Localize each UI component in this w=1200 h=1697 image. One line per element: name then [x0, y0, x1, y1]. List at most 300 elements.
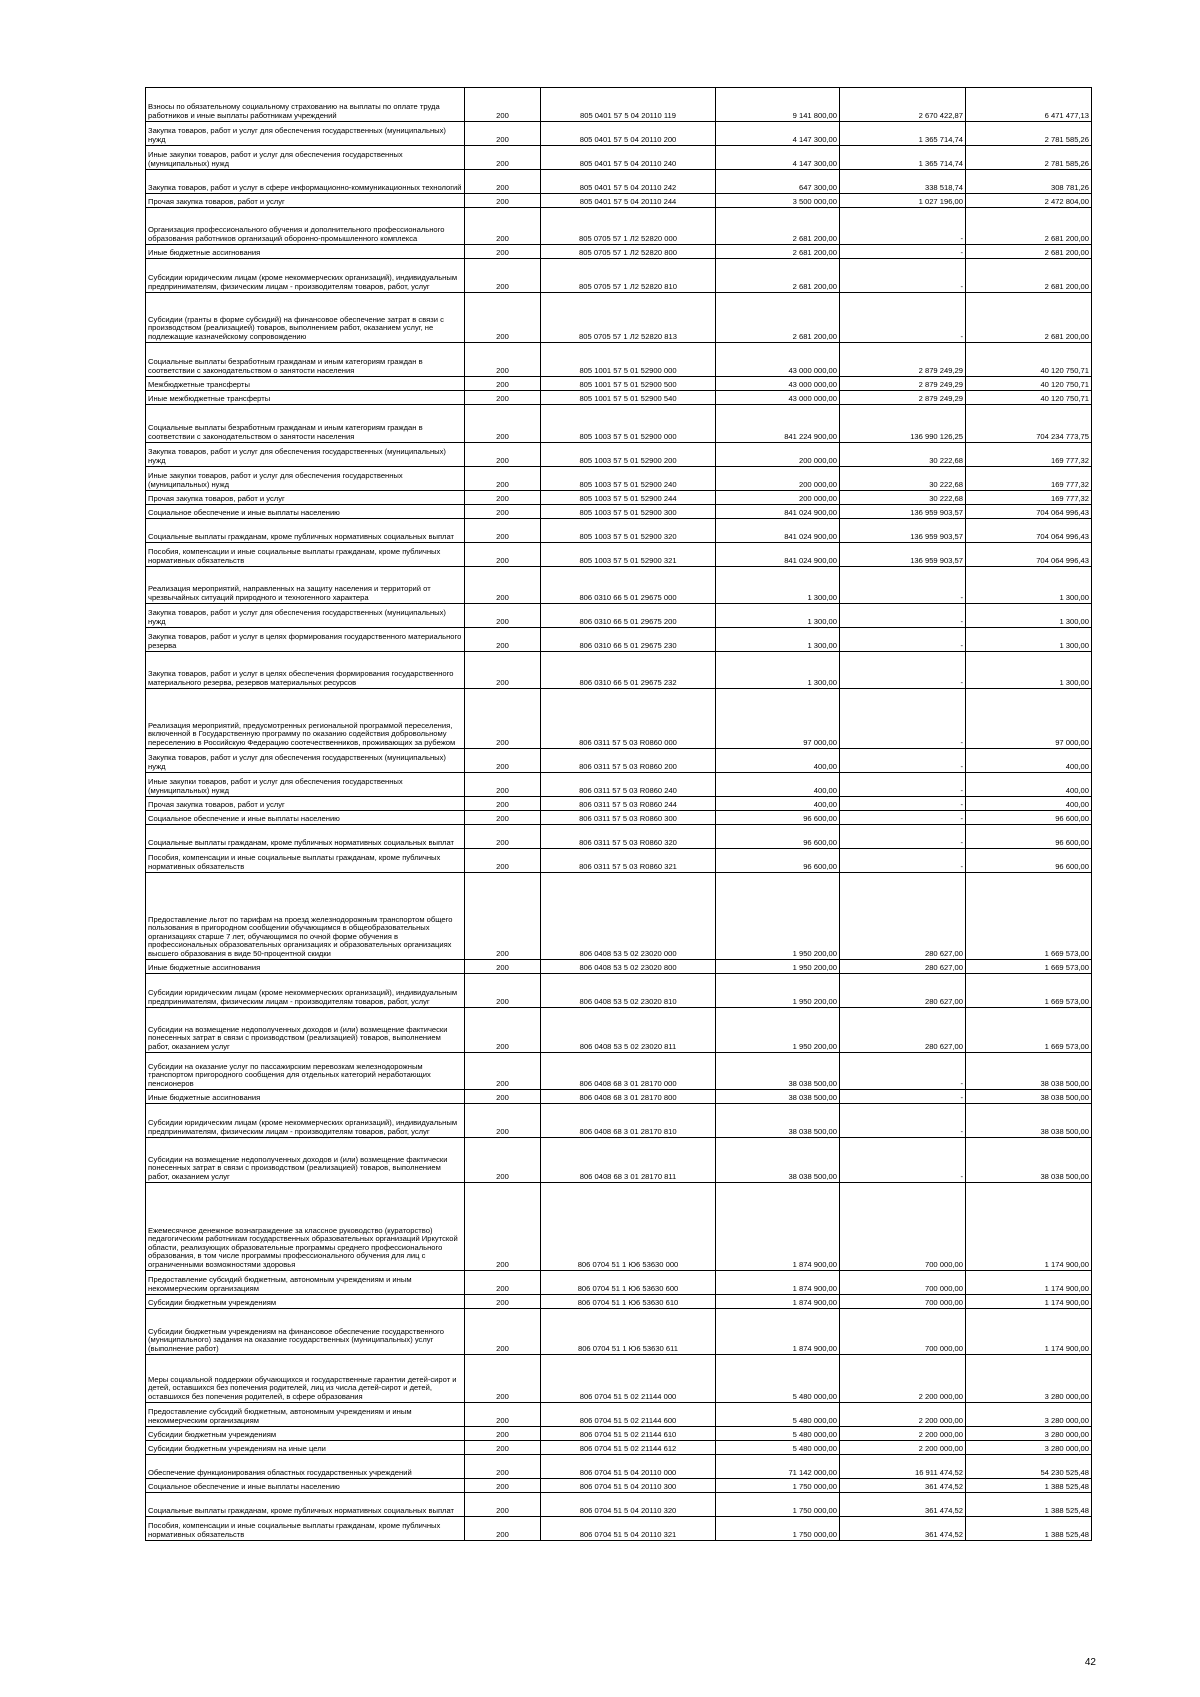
row-executed-amount: 361 474,52 [840, 1479, 966, 1493]
table-row [146, 259, 1092, 293]
row-approved-amount: 38 038 500,00 [716, 1090, 840, 1104]
table-row [146, 604, 1092, 628]
table-row [146, 146, 1092, 170]
row-approved-amount: 97 000,00 [716, 689, 840, 749]
row-approved-amount: 71 142 000,00 [716, 1455, 840, 1479]
row-name: Закупка товаров, работ и услуг для обеспечения государственных (муниципальных) нужд [146, 443, 465, 467]
row-approved-amount: 200 000,00 [716, 467, 840, 491]
row-budget-code: 805 0401 57 5 04 20110 242 [541, 170, 716, 194]
row-remaining-amount: 704 064 996,43 [966, 505, 1092, 519]
row-line-code: 200 [465, 1493, 541, 1517]
row-approved-amount: 43 000 000,00 [716, 391, 840, 405]
table-row [146, 1183, 1092, 1271]
row-approved-amount: 400,00 [716, 773, 840, 797]
row-executed-amount: - [840, 208, 966, 245]
row-budget-code: 806 0408 53 5 02 23020 810 [541, 974, 716, 1008]
row-executed-amount: 338 518,74 [840, 170, 966, 194]
row-budget-code: 806 0704 51 5 02 21144 600 [541, 1403, 716, 1427]
row-line-code: 200 [465, 773, 541, 797]
row-remaining-amount: 1 300,00 [966, 567, 1092, 604]
table-row [146, 405, 1092, 443]
row-name: Иные бюджетные ассигнования [146, 960, 465, 974]
row-budget-code: 805 0705 57 1 Л2 52820 810 [541, 259, 716, 293]
row-executed-amount: - [840, 773, 966, 797]
table-row [146, 467, 1092, 491]
row-approved-amount: 2 681 200,00 [716, 293, 840, 343]
row-name: Субсидии (гранты в форме субсидий) на финансовое обеспечение затрат в связи с производством (реализацией) товаров, выполнением работ, оказанием услуг, не подлежащие казначейскому сопровождению [146, 293, 465, 343]
row-approved-amount: 841 024 900,00 [716, 505, 840, 519]
row-remaining-amount: 1 669 573,00 [966, 974, 1092, 1008]
table-row [146, 1355, 1092, 1403]
row-budget-code: 806 0704 51 5 04 20110 320 [541, 1493, 716, 1517]
row-executed-amount: 1 365 714,74 [840, 146, 966, 170]
row-budget-code: 805 1003 57 5 01 52900 244 [541, 491, 716, 505]
row-budget-code: 805 0705 57 1 Л2 52820 800 [541, 245, 716, 259]
table-row [146, 1493, 1092, 1517]
row-remaining-amount: 704 064 996,43 [966, 543, 1092, 567]
row-name: Иные бюджетные ассигнования [146, 245, 465, 259]
row-line-code: 200 [465, 1455, 541, 1479]
row-approved-amount: 2 681 200,00 [716, 259, 840, 293]
row-line-code: 200 [465, 259, 541, 293]
table-row [146, 122, 1092, 146]
table-row [146, 1517, 1092, 1541]
row-budget-code: 805 1001 57 5 01 52900 500 [541, 377, 716, 391]
row-name: Предоставление льгот по тарифам на проезд железнодорожным транспортом общего пользования в пригородном сообщении обучающимся в общеобразовательных организациях старше 7 лет, обучающимся по очной форме обучения в профессиональных образовательных организациях и образовательных организациях высшего образования в виде 50-процентной скидки [146, 873, 465, 960]
row-line-code: 200 [465, 519, 541, 543]
table-row [146, 960, 1092, 974]
row-remaining-amount: 1 300,00 [966, 604, 1092, 628]
row-name: Субсидии юридическим лицам (кроме некоммерческих организаций), индивидуальным предпринимателям, физическим лицам - производителям товаров, работ, услуг [146, 974, 465, 1008]
row-line-code: 200 [465, 467, 541, 491]
budget-table-body [146, 88, 1092, 1541]
table-row [146, 293, 1092, 343]
row-executed-amount: 700 000,00 [840, 1271, 966, 1295]
row-approved-amount: 841 024 900,00 [716, 519, 840, 543]
row-line-code: 200 [465, 245, 541, 259]
row-remaining-amount: 3 280 000,00 [966, 1403, 1092, 1427]
row-name: Субсидии на возмещение недополученных доходов и (или) возмещение фактически понесенных затрат в связи с производством (реализацией) товаров, выполнением работ, оказанием услуг [146, 1008, 465, 1053]
row-executed-amount: - [840, 1104, 966, 1138]
row-line-code: 200 [465, 208, 541, 245]
row-name: Субсидии юридическим лицам (кроме некоммерческих организаций), индивидуальным предпринимателям, физическим лицам - производителям товаров, работ, услуг [146, 1104, 465, 1138]
row-approved-amount: 1 750 000,00 [716, 1517, 840, 1541]
row-approved-amount: 2 681 200,00 [716, 245, 840, 259]
row-approved-amount: 841 224 900,00 [716, 405, 840, 443]
row-executed-amount: 2 879 249,29 [840, 343, 966, 377]
row-approved-amount: 1 874 900,00 [716, 1295, 840, 1309]
row-budget-code: 806 0311 57 5 03 R0860 240 [541, 773, 716, 797]
row-approved-amount: 3 500 000,00 [716, 194, 840, 208]
row-remaining-amount: 1 300,00 [966, 652, 1092, 689]
row-budget-code: 805 1001 57 5 01 52900 000 [541, 343, 716, 377]
row-line-code: 200 [465, 146, 541, 170]
row-budget-code: 805 0401 57 5 04 20110 240 [541, 146, 716, 170]
row-name: Организация профессионального обучения и дополнительного профессионального образования работников организаций оборонно-промышленного комплекса [146, 208, 465, 245]
row-approved-amount: 96 600,00 [716, 825, 840, 849]
row-approved-amount: 43 000 000,00 [716, 343, 840, 377]
row-executed-amount: 30 222,68 [840, 467, 966, 491]
row-executed-amount: - [840, 1090, 966, 1104]
row-approved-amount: 1 750 000,00 [716, 1493, 840, 1517]
row-line-code: 200 [465, 88, 541, 122]
row-line-code: 200 [465, 689, 541, 749]
table-row [146, 1441, 1092, 1455]
row-approved-amount: 1 950 200,00 [716, 960, 840, 974]
table-row [146, 491, 1092, 505]
row-remaining-amount: 704 064 996,43 [966, 519, 1092, 543]
table-row [146, 194, 1092, 208]
row-name: Реализация мероприятий, направленных на защиту населения и территорий от чрезвычайных ситуаций природного и техногенного характера [146, 567, 465, 604]
table-row [146, 170, 1092, 194]
row-name: Предоставление субсидий бюджетным, автономным учреждениям и иным некоммерческим организациям [146, 1403, 465, 1427]
row-budget-code: 806 0311 57 5 03 R0860 200 [541, 749, 716, 773]
budget-table [145, 87, 1092, 1541]
row-name: Социальные выплаты безработным гражданам и иным категориям граждан в соответствии с законодательством о занятости населения [146, 343, 465, 377]
row-remaining-amount: 40 120 750,71 [966, 391, 1092, 405]
table-row [146, 628, 1092, 652]
row-line-code: 200 [465, 1090, 541, 1104]
row-budget-code: 806 0408 53 5 02 23020 000 [541, 873, 716, 960]
table-row [146, 1090, 1092, 1104]
row-executed-amount: 2 879 249,29 [840, 391, 966, 405]
row-approved-amount: 400,00 [716, 797, 840, 811]
row-line-code: 200 [465, 749, 541, 773]
row-remaining-amount: 1 669 573,00 [966, 1008, 1092, 1053]
row-remaining-amount: 6 471 477,13 [966, 88, 1092, 122]
table-row [146, 505, 1092, 519]
row-line-code: 200 [465, 1008, 541, 1053]
row-approved-amount: 1 300,00 [716, 652, 840, 689]
table-row [146, 825, 1092, 849]
row-approved-amount: 96 600,00 [716, 811, 840, 825]
row-remaining-amount: 96 600,00 [966, 849, 1092, 873]
row-name: Пособия, компенсации и иные социальные выплаты гражданам, кроме публичных нормативных обязательств [146, 543, 465, 567]
row-executed-amount: - [840, 1138, 966, 1183]
row-approved-amount: 96 600,00 [716, 849, 840, 873]
row-line-code: 200 [465, 1183, 541, 1271]
row-approved-amount: 9 141 800,00 [716, 88, 840, 122]
row-line-code: 200 [465, 170, 541, 194]
row-budget-code: 806 0408 53 5 02 23020 811 [541, 1008, 716, 1053]
row-executed-amount: 30 222,68 [840, 491, 966, 505]
row-budget-code: 806 0310 66 5 01 29675 230 [541, 628, 716, 652]
row-budget-code: 805 1003 57 5 01 52900 320 [541, 519, 716, 543]
row-line-code: 200 [465, 974, 541, 1008]
row-executed-amount: - [840, 797, 966, 811]
table-row [146, 1104, 1092, 1138]
row-remaining-amount: 2 781 585,26 [966, 122, 1092, 146]
row-remaining-amount: 169 777,32 [966, 491, 1092, 505]
row-remaining-amount: 400,00 [966, 773, 1092, 797]
row-budget-code: 806 0311 57 5 03 R0860 321 [541, 849, 716, 873]
row-name: Социальные выплаты гражданам, кроме публичных нормативных социальных выплат [146, 519, 465, 543]
row-line-code: 200 [465, 505, 541, 519]
row-name: Социальные выплаты безработным гражданам и иным категориям граждан в соответствии с законодательством о занятости населения [146, 405, 465, 443]
table-row [146, 974, 1092, 1008]
row-approved-amount: 4 147 300,00 [716, 146, 840, 170]
row-executed-amount: 136 959 903,57 [840, 519, 966, 543]
table-row [146, 519, 1092, 543]
table-row [146, 1008, 1092, 1053]
row-executed-amount: 2 200 000,00 [840, 1355, 966, 1403]
row-name: Взносы по обязательному социальному страхованию на выплаты по оплате труда работников и иные выплаты работникам учреждений [146, 88, 465, 122]
row-remaining-amount: 1 669 573,00 [966, 960, 1092, 974]
row-executed-amount: 1 365 714,74 [840, 122, 966, 146]
row-line-code: 200 [465, 194, 541, 208]
row-line-code: 200 [465, 1138, 541, 1183]
row-line-code: 200 [465, 1053, 541, 1090]
row-line-code: 200 [465, 122, 541, 146]
table-row [146, 773, 1092, 797]
row-line-code: 200 [465, 849, 541, 873]
row-executed-amount: 16 911 474,52 [840, 1455, 966, 1479]
row-line-code: 200 [465, 567, 541, 604]
row-approved-amount: 1 874 900,00 [716, 1309, 840, 1355]
row-name: Предоставление субсидий бюджетным, автономным учреждениям и иным некоммерческим организациям [146, 1271, 465, 1295]
row-name: Социальное обеспечение и иные выплаты населению [146, 1479, 465, 1493]
row-budget-code: 806 0704 51 5 04 20110 000 [541, 1455, 716, 1479]
row-name: Пособия, компенсации и иные социальные выплаты гражданам, кроме публичных нормативных обязательств [146, 849, 465, 873]
row-line-code: 200 [465, 811, 541, 825]
row-executed-amount: 280 627,00 [840, 1008, 966, 1053]
row-line-code: 200 [465, 377, 541, 391]
row-budget-code: 806 0408 68 3 01 28170 000 [541, 1053, 716, 1090]
row-remaining-amount: 2 681 200,00 [966, 293, 1092, 343]
row-executed-amount: - [840, 811, 966, 825]
row-executed-amount: - [840, 259, 966, 293]
row-name: Иные бюджетные ассигнования [146, 1090, 465, 1104]
row-line-code: 200 [465, 1271, 541, 1295]
row-approved-amount: 400,00 [716, 749, 840, 773]
table-row [146, 208, 1092, 245]
row-approved-amount: 38 038 500,00 [716, 1053, 840, 1090]
row-name: Реализация мероприятий, предусмотренных региональной программой переселения, включенной в Государственную программу по оказанию содействия добровольному переселению в Российскую Федерацию соотечественников, проживающих за рубежом [146, 689, 465, 749]
row-budget-code: 806 0704 51 5 04 20110 321 [541, 1517, 716, 1541]
row-line-code: 200 [465, 391, 541, 405]
table-row [146, 443, 1092, 467]
table-row [146, 1455, 1092, 1479]
row-approved-amount: 1 874 900,00 [716, 1271, 840, 1295]
row-approved-amount: 43 000 000,00 [716, 377, 840, 391]
row-line-code: 200 [465, 443, 541, 467]
row-approved-amount: 200 000,00 [716, 443, 840, 467]
table-row [146, 543, 1092, 567]
row-remaining-amount: 1 388 525,48 [966, 1517, 1092, 1541]
row-approved-amount: 1 300,00 [716, 604, 840, 628]
row-remaining-amount: 169 777,32 [966, 443, 1092, 467]
row-executed-amount: 700 000,00 [840, 1295, 966, 1309]
table-row [146, 652, 1092, 689]
row-remaining-amount: 1 388 525,48 [966, 1493, 1092, 1517]
table-row [146, 849, 1092, 873]
row-executed-amount: - [840, 604, 966, 628]
row-remaining-amount: 2 681 200,00 [966, 259, 1092, 293]
row-executed-amount: 2 200 000,00 [840, 1403, 966, 1427]
row-approved-amount: 38 038 500,00 [716, 1138, 840, 1183]
row-name: Закупка товаров, работ и услуг в целях формирования государственного материального резерва [146, 628, 465, 652]
row-line-code: 200 [465, 1517, 541, 1541]
row-budget-code: 806 0311 57 5 03 R0860 000 [541, 689, 716, 749]
row-line-code: 200 [465, 1309, 541, 1355]
row-executed-amount: - [840, 567, 966, 604]
row-budget-code: 806 0704 51 5 02 21144 610 [541, 1427, 716, 1441]
table-row [146, 343, 1092, 377]
row-name: Прочая закупка товаров, работ и услуг [146, 491, 465, 505]
table-row [146, 377, 1092, 391]
table-row [146, 1053, 1092, 1090]
row-executed-amount: 700 000,00 [840, 1183, 966, 1271]
row-approved-amount: 1 750 000,00 [716, 1479, 840, 1493]
row-remaining-amount: 1 174 900,00 [966, 1183, 1092, 1271]
row-budget-code: 806 0310 66 5 01 29675 000 [541, 567, 716, 604]
row-line-code: 200 [465, 1427, 541, 1441]
row-name: Закупка товаров, работ и услуг для обеспечения государственных (муниципальных) нужд [146, 122, 465, 146]
row-name: Закупка товаров, работ и услуг в сфере информационно-коммуникационных технологий [146, 170, 465, 194]
row-line-code: 200 [465, 1441, 541, 1455]
row-executed-amount: - [840, 849, 966, 873]
row-remaining-amount: 38 038 500,00 [966, 1053, 1092, 1090]
row-name: Субсидии бюджетным учреждениям на финансовое обеспечение государственного (муниципального) задания на оказание государственных (муниципальных) услуг (выполнение работ) [146, 1309, 465, 1355]
row-name: Закупка товаров, работ и услуг в целях обеспечения формирования государственного материального резерва, резервов материальных ресурсов [146, 652, 465, 689]
row-remaining-amount: 308 781,26 [966, 170, 1092, 194]
row-remaining-amount: 96 600,00 [966, 811, 1092, 825]
row-executed-amount: 361 474,52 [840, 1493, 966, 1517]
row-name: Обеспечение функционирования областных государственных учреждений [146, 1455, 465, 1479]
row-name: Социальное обеспечение и иные выплаты населению [146, 811, 465, 825]
row-name: Субсидии на возмещение недополученных доходов и (или) возмещение фактически понесенных затрат в связи с производством (реализацией) товаров, выполнением работ, оказанием услуг [146, 1138, 465, 1183]
row-budget-code: 805 1003 57 5 01 52900 321 [541, 543, 716, 567]
row-line-code: 200 [465, 1355, 541, 1403]
row-line-code: 200 [465, 652, 541, 689]
row-line-code: 200 [465, 1479, 541, 1493]
row-remaining-amount: 38 038 500,00 [966, 1138, 1092, 1183]
row-name: Субсидии на оказание услуг по пассажирским перевозкам железнодорожным транспортом пригородного сообщения для отдельных категорий неработающих пенсионеров [146, 1053, 465, 1090]
row-budget-code: 806 0704 51 5 04 20110 300 [541, 1479, 716, 1493]
row-budget-code: 806 0704 51 1 Ю6 53630 600 [541, 1271, 716, 1295]
row-name: Субсидии юридическим лицам (кроме некоммерческих организаций), индивидуальным предпринимателям, физическим лицам - производителям товаров, работ, услуг [146, 259, 465, 293]
row-budget-code: 805 1001 57 5 01 52900 540 [541, 391, 716, 405]
row-approved-amount: 1 874 900,00 [716, 1183, 840, 1271]
row-budget-code: 806 0408 53 5 02 23020 800 [541, 960, 716, 974]
row-approved-amount: 5 480 000,00 [716, 1403, 840, 1427]
row-name: Субсидии бюджетным учреждениям [146, 1295, 465, 1309]
row-name: Иные закупки товаров, работ и услуг для обеспечения государственных (муниципальных) нужд [146, 773, 465, 797]
row-approved-amount: 647 300,00 [716, 170, 840, 194]
page-number: 42 [1084, 1657, 1096, 1668]
row-executed-amount: 700 000,00 [840, 1309, 966, 1355]
row-approved-amount: 1 950 200,00 [716, 1008, 840, 1053]
row-remaining-amount: 1 174 900,00 [966, 1309, 1092, 1355]
table-row [146, 749, 1092, 773]
row-executed-amount: 280 627,00 [840, 974, 966, 1008]
row-remaining-amount: 54 230 525,48 [966, 1455, 1092, 1479]
row-approved-amount: 4 147 300,00 [716, 122, 840, 146]
row-executed-amount: 2 200 000,00 [840, 1427, 966, 1441]
row-remaining-amount: 1 174 900,00 [966, 1271, 1092, 1295]
row-remaining-amount: 400,00 [966, 749, 1092, 773]
row-remaining-amount: 704 234 773,75 [966, 405, 1092, 443]
row-executed-amount: 361 474,52 [840, 1517, 966, 1541]
row-executed-amount: 30 222,68 [840, 443, 966, 467]
table-row [146, 88, 1092, 122]
table-row [146, 245, 1092, 259]
row-line-code: 200 [465, 1295, 541, 1309]
row-budget-code: 806 0310 66 5 01 29675 232 [541, 652, 716, 689]
row-executed-amount: 2 670 422,87 [840, 88, 966, 122]
row-name: Иные межбюджетные трансферты [146, 391, 465, 405]
row-name: Иные закупки товаров, работ и услуг для обеспечения государственных (муниципальных) нужд [146, 467, 465, 491]
row-line-code: 200 [465, 604, 541, 628]
row-line-code: 200 [465, 628, 541, 652]
row-remaining-amount: 2 681 200,00 [966, 245, 1092, 259]
table-row [146, 1295, 1092, 1309]
row-line-code: 200 [465, 797, 541, 811]
row-executed-amount: 2 200 000,00 [840, 1441, 966, 1455]
row-name: Иные закупки товаров, работ и услуг для обеспечения государственных (муниципальных) нужд [146, 146, 465, 170]
row-approved-amount: 1 300,00 [716, 628, 840, 652]
row-budget-code: 806 0310 66 5 01 29675 200 [541, 604, 716, 628]
row-line-code: 200 [465, 960, 541, 974]
row-approved-amount: 1 300,00 [716, 567, 840, 604]
table-row [146, 1271, 1092, 1295]
row-executed-amount: 136 959 903,57 [840, 543, 966, 567]
row-remaining-amount: 3 280 000,00 [966, 1355, 1092, 1403]
budget-sheet [145, 87, 1091, 1541]
row-executed-amount: 136 990 126,25 [840, 405, 966, 443]
row-budget-code: 806 0704 51 1 Ю6 53630 000 [541, 1183, 716, 1271]
row-executed-amount: 1 027 196,00 [840, 194, 966, 208]
row-line-code: 200 [465, 825, 541, 849]
row-budget-code: 806 0311 57 5 03 R0860 320 [541, 825, 716, 849]
row-remaining-amount: 2 472 804,00 [966, 194, 1092, 208]
row-remaining-amount: 169 777,32 [966, 467, 1092, 491]
row-approved-amount: 5 480 000,00 [716, 1427, 840, 1441]
row-line-code: 200 [465, 293, 541, 343]
row-approved-amount: 2 681 200,00 [716, 208, 840, 245]
table-row [146, 873, 1092, 960]
row-name: Пособия, компенсации и иные социальные выплаты гражданам, кроме публичных нормативных обязательств [146, 1517, 465, 1541]
row-approved-amount: 1 950 200,00 [716, 873, 840, 960]
row-remaining-amount: 2 781 585,26 [966, 146, 1092, 170]
row-name: Социальное обеспечение и иные выплаты населению [146, 505, 465, 519]
row-executed-amount: 136 959 903,57 [840, 505, 966, 519]
row-remaining-amount: 96 600,00 [966, 825, 1092, 849]
row-remaining-amount: 38 038 500,00 [966, 1104, 1092, 1138]
table-row [146, 567, 1092, 604]
row-executed-amount: 2 879 249,29 [840, 377, 966, 391]
row-name: Закупка товаров, работ и услуг для обеспечения государственных (муниципальных) нужд [146, 749, 465, 773]
row-remaining-amount: 400,00 [966, 797, 1092, 811]
row-budget-code: 806 0704 51 1 Ю6 53630 611 [541, 1309, 716, 1355]
row-line-code: 200 [465, 1104, 541, 1138]
row-budget-code: 806 0408 68 3 01 28170 800 [541, 1090, 716, 1104]
row-executed-amount: - [840, 689, 966, 749]
table-row [146, 1138, 1092, 1183]
row-executed-amount: - [840, 245, 966, 259]
row-approved-amount: 841 024 900,00 [716, 543, 840, 567]
row-line-code: 200 [465, 543, 541, 567]
row-name: Субсидии бюджетным учреждениям на иные цели [146, 1441, 465, 1455]
row-approved-amount: 200 000,00 [716, 491, 840, 505]
row-executed-amount: - [840, 825, 966, 849]
row-name: Социальные выплаты гражданам, кроме публичных нормативных социальных выплат [146, 1493, 465, 1517]
row-executed-amount: - [840, 1053, 966, 1090]
row-budget-code: 805 1003 57 5 01 52900 300 [541, 505, 716, 519]
row-line-code: 200 [465, 405, 541, 443]
row-remaining-amount: 3 280 000,00 [966, 1427, 1092, 1441]
row-name: Межбюджетные трансферты [146, 377, 465, 391]
